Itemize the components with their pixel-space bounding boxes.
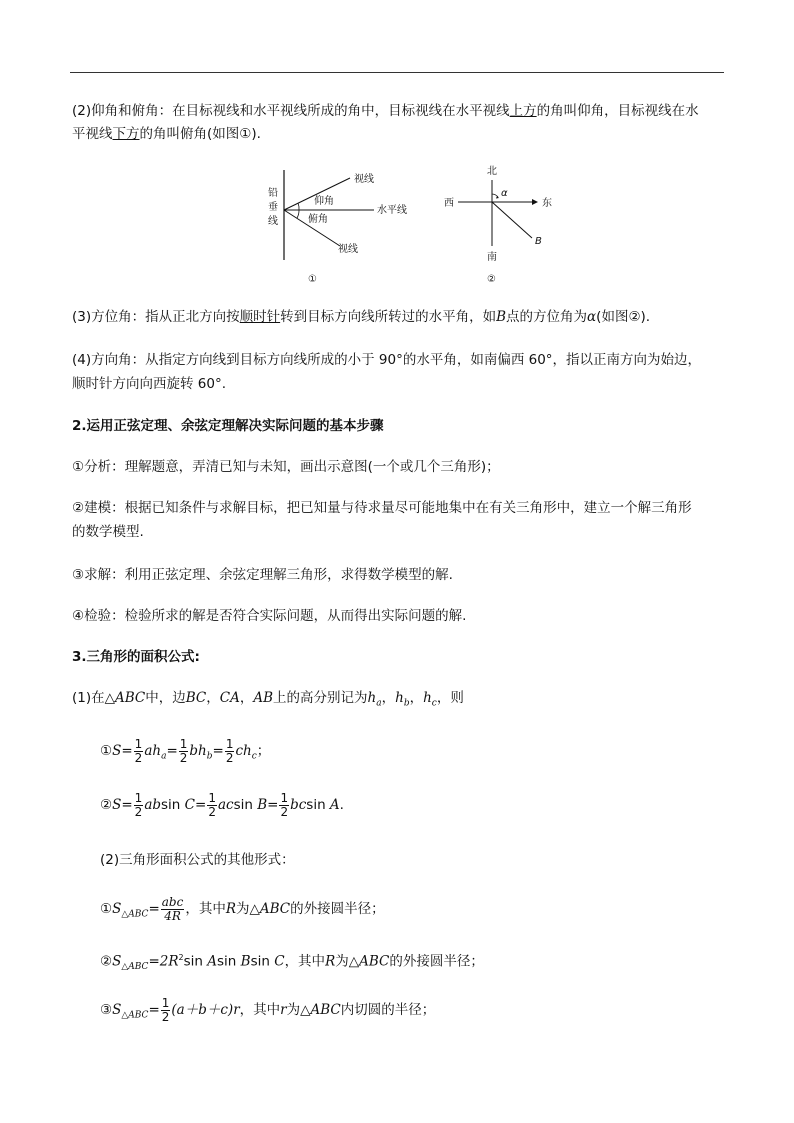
var-r: r: [280, 1002, 287, 1018]
depression-label: 俯角: [308, 214, 328, 225]
denominator: 2: [179, 750, 188, 765]
var-b: B: [240, 953, 251, 970]
figure-elevation-depression: [262, 160, 422, 288]
sub-c: c: [431, 698, 437, 709]
sub-c: c: [251, 751, 257, 762]
numerator: 1: [179, 736, 188, 751]
denominator: 4R: [164, 908, 181, 923]
fraction-half: [179, 738, 189, 765]
numerator: abc: [161, 894, 184, 909]
var-abc: ABC: [115, 690, 146, 706]
numerator: 1: [208, 790, 216, 805]
text: ，其中: [239, 1002, 281, 1018]
text: 的角叫仰角，目标视线在水: [536, 103, 699, 119]
equals: =: [166, 743, 178, 759]
denominator: 2: [208, 804, 216, 819]
alpha-label: α: [501, 188, 508, 199]
header-rule: [70, 72, 724, 73]
text: ，: [409, 690, 424, 706]
denominator: 2: [225, 750, 234, 765]
fraction-half: [225, 738, 235, 765]
text: ，则: [436, 690, 464, 706]
vertical-label-2: 垂: [268, 202, 278, 213]
formula-area-sine: [100, 790, 760, 820]
step-solve: ③求解：利用正弦定理、余弦定理解三角形，求得数学模型的解.: [72, 567, 453, 583]
west-label: 西: [444, 198, 454, 209]
text: ，其中: [185, 901, 226, 917]
denominator: 2: [134, 804, 143, 819]
denominator: 2: [134, 750, 143, 765]
equals: =: [121, 797, 133, 813]
fraction-half: [134, 792, 144, 819]
var-abc: ABC: [310, 1002, 341, 1018]
term: bh: [189, 743, 207, 759]
var-abc: ABC: [259, 901, 291, 917]
numerator: 1: [134, 790, 143, 805]
equals: =: [148, 1002, 160, 1018]
equals: =: [148, 953, 160, 970]
fraction-abc-4r: [161, 896, 185, 923]
text: (1)在△: [72, 690, 116, 706]
var-ab: AB: [253, 690, 274, 706]
term: (a＋b＋c)r: [171, 1002, 240, 1018]
vertical-label-1: 铅: [268, 188, 278, 199]
upper-ray-label: 视线: [354, 174, 374, 185]
text: 转到目标方向线所转过的水平角，如: [280, 309, 497, 325]
term: ac: [217, 797, 234, 813]
denominator: 2: [161, 1009, 170, 1024]
equals: =: [267, 797, 279, 813]
var-r: R: [325, 953, 336, 970]
var-a: A: [207, 953, 218, 970]
paragraph-elevation-depression: [72, 101, 732, 121]
elevation-arc: [298, 203, 299, 210]
south-label: 南: [487, 252, 497, 263]
text: 的外接圆半径；: [389, 953, 484, 970]
text: ；: [256, 743, 271, 759]
var-a: A: [329, 797, 340, 813]
fraction-half: [161, 997, 171, 1024]
term: bc: [290, 797, 307, 813]
elevation-label: 仰角: [314, 196, 334, 207]
step-analysis: ①分析：理解题意，弄清已知与未知，画出示意图(一个或几个三角形)；: [72, 459, 500, 475]
underlined-text: 上方: [509, 103, 537, 119]
marker: ①: [100, 901, 113, 917]
lower-ray-label: 视线: [338, 244, 358, 255]
text: 为△: [335, 953, 360, 970]
step-modeling: ②建模：根据已知条件与求解目标，把已知量与待求量尽可能地集中在有关三角形中，建立一个解三角形: [72, 500, 692, 516]
numerator: 1: [161, 995, 170, 1010]
step-modeling-cont: 的数学模型.: [72, 524, 144, 540]
var-s: S: [112, 743, 122, 759]
text: 上的高分别记为: [273, 690, 368, 706]
marker: ②: [100, 797, 113, 813]
var-s: S: [112, 953, 122, 970]
formula-area-heights: [100, 736, 760, 772]
formula-sine-product: [100, 948, 760, 977]
sub-triangle: △ABC: [121, 909, 149, 920]
paragraph-heights: [72, 688, 732, 714]
var-bc: BC: [185, 690, 207, 706]
var-b: B: [496, 309, 507, 325]
term: ab: [144, 797, 162, 813]
paragraph-direction-angle-cont: 顺时针方向向西旋转 60°.: [72, 376, 227, 392]
term: ch: [235, 743, 252, 759]
fraction-half: [134, 738, 144, 765]
point-b-label: B: [535, 236, 542, 247]
text: ，: [206, 690, 220, 706]
var-h: h: [423, 690, 432, 706]
text: (如图②).: [596, 309, 651, 325]
text: ，: [381, 690, 396, 706]
figure-bearing: [440, 158, 560, 288]
horizontal-label: 水平线: [377, 205, 407, 216]
text: 内切圆的半径；: [340, 1002, 436, 1018]
fraction-half: [207, 792, 217, 819]
marker: ③: [100, 1002, 113, 1018]
var-s: S: [112, 1002, 122, 1018]
var-c: C: [274, 953, 285, 970]
section-3-title: 3.三角形的面积公式:: [72, 649, 200, 665]
equals: =: [195, 797, 207, 813]
var-b: B: [257, 797, 268, 813]
marker: ②: [100, 953, 113, 970]
underlined-text: 顺时针: [239, 309, 281, 325]
sin: sin: [233, 797, 253, 813]
text: (2)仰角和俯角：在目标视线和水平视线所成的角中，目标视线在水平视线: [72, 103, 510, 119]
bearing-ray: [492, 202, 532, 238]
equals: =: [148, 901, 160, 917]
paragraph-elevation-depression-cont: [72, 124, 732, 144]
east-label: 东: [542, 198, 552, 209]
formula-inradius: [100, 995, 760, 1031]
sin: sin: [250, 953, 270, 970]
figure-caption: ②: [487, 274, 496, 285]
text: 的角叫俯角(如图①).: [139, 126, 261, 142]
marker: ①: [100, 743, 113, 759]
underlined-text: 下方: [112, 126, 140, 142]
var-c: C: [184, 797, 195, 813]
vertical-label-3: 线: [268, 216, 278, 227]
text: 平视线: [72, 126, 113, 142]
text: 点的方位角为: [506, 309, 588, 325]
text: .: [339, 797, 344, 813]
var-s: S: [112, 901, 122, 917]
var-alpha: α: [587, 309, 597, 325]
north-label: 北: [487, 166, 497, 177]
var-h: h: [395, 690, 404, 706]
depression-arc: [297, 210, 299, 218]
numerator: 1: [280, 790, 289, 805]
term: ah: [144, 743, 162, 759]
paragraph-other-forms: (2)三角形面积公式的其他形式：: [100, 852, 295, 868]
var-r: R: [225, 901, 236, 917]
figure-caption: ①: [308, 274, 317, 285]
equals: =: [121, 743, 133, 759]
var-s: S: [112, 797, 122, 813]
text: 的外接圆半径；: [290, 901, 385, 917]
east-arrowhead: [532, 199, 538, 205]
sin: sin: [217, 953, 237, 970]
sub-a: a: [376, 698, 382, 709]
sub-b: b: [206, 751, 213, 762]
text: ，其中: [284, 953, 326, 970]
sin: sin: [161, 797, 181, 813]
sub-triangle: △ABC: [121, 962, 149, 973]
formula-circumradius: [100, 894, 760, 930]
sin: sin: [183, 953, 203, 970]
step-verify: ④检验：检验所求的解是否符合实际问题，从而得出实际问题的解.: [72, 608, 467, 624]
text: ，: [239, 690, 254, 706]
paragraph-bearing-angle: [72, 307, 732, 327]
text: (3)方位角：指从正北方向按: [72, 309, 240, 325]
section-2-title: 2.运用正弦定理、余弦定理解决实际问题的基本步骤: [72, 418, 384, 434]
text: 为△: [286, 1002, 311, 1018]
text: 中，边: [145, 690, 186, 706]
term: 2R: [159, 953, 179, 970]
numerator: 1: [134, 736, 143, 751]
text: 为△: [236, 901, 260, 917]
sub-triangle: △ABC: [121, 1010, 149, 1021]
var-h: h: [367, 690, 377, 706]
sin: sin: [306, 797, 326, 813]
sub-b: b: [403, 698, 410, 709]
var-abc: ABC: [359, 953, 390, 970]
equals: =: [212, 743, 224, 759]
superscript: 2: [178, 953, 184, 962]
sub-a: a: [161, 751, 167, 762]
denominator: 2: [280, 804, 289, 819]
paragraph-direction-angle: (4)方向角：从指定方向线到目标方向线所成的小于 90°的水平角，如南偏西 60°，指以正南方向为始边，: [72, 352, 702, 368]
fraction-half: [279, 792, 289, 819]
var-ca: CA: [219, 690, 240, 706]
numerator: 1: [225, 736, 234, 751]
